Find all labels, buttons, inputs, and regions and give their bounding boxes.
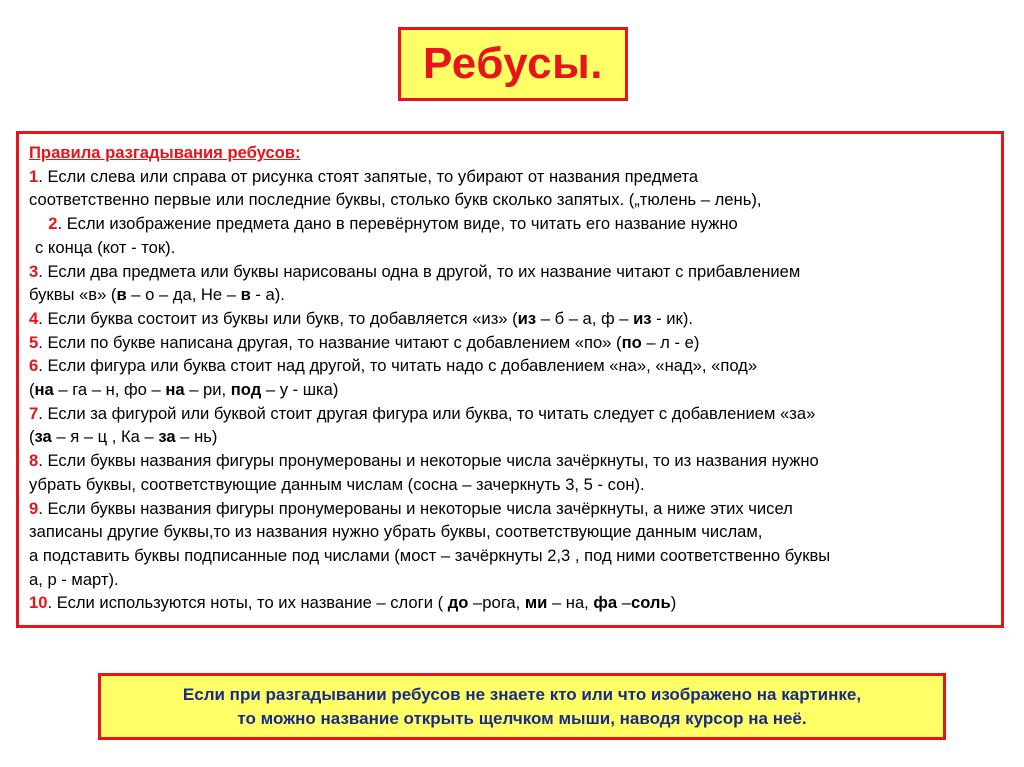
rule-number: 9 xyxy=(29,498,39,518)
rule-text: - ик). xyxy=(651,308,693,328)
rule-9-line-3 xyxy=(29,544,991,568)
rule-text: а подставить буквы подписанные под числами (мост – зачёркнуты 2,3 , под ними соответственно буквы xyxy=(29,545,831,565)
rule-number: 2 xyxy=(48,214,58,234)
rule-number: 1 xyxy=(29,166,39,186)
rule-text: а, р - март). xyxy=(29,569,119,589)
rule-bold: из xyxy=(633,308,652,328)
rule-9-line-2 xyxy=(29,520,991,544)
rule-10-line-1 xyxy=(29,591,991,615)
page-title: Ребусы. xyxy=(423,39,603,88)
rule-bold: за xyxy=(158,427,176,447)
rule-text: записаны другие буквы,то из названия нужно убрать буквы, соответствующие данным числам, xyxy=(29,522,763,542)
rule-text: - а). xyxy=(250,285,285,305)
rule-number: 7 xyxy=(29,403,39,423)
rule-bold: под xyxy=(230,380,262,400)
rule-1-line-2 xyxy=(29,188,991,212)
rule-bold: в xyxy=(116,285,127,305)
rule-2-line-1 xyxy=(29,212,991,236)
rule-number: 10 xyxy=(29,593,48,613)
rule-bold: по xyxy=(621,332,642,352)
rule-8-line-2 xyxy=(29,473,991,497)
rule-text: . Если буквы названия фигуры пронумерованы и некоторые числа зачёркнуты, а ниже этих чисел xyxy=(38,498,793,518)
rule-bold: на xyxy=(34,380,54,400)
rule-9-line-4 xyxy=(29,568,991,592)
rule-2-line-2 xyxy=(29,236,991,260)
rule-number: 6 xyxy=(29,356,39,376)
rule-text: – нь) xyxy=(175,427,218,447)
rule-number: 3 xyxy=(29,261,39,281)
rule-number: 5 xyxy=(29,332,39,352)
rule-text: – л - е) xyxy=(641,332,700,352)
rule-text: –рога, xyxy=(468,593,525,613)
rule-number: 4 xyxy=(29,308,39,328)
rule-text: . Если буквы названия фигуры пронумерованы и некоторые числа зачёркнуты, то из названия нужно xyxy=(38,451,819,471)
rule-text: – я – ц , Ка – xyxy=(51,427,159,447)
rule-4-line-1 xyxy=(29,307,991,331)
rule-bold: на xyxy=(165,380,185,400)
rule-3-line-2 xyxy=(29,283,991,307)
rule-text: – о – да, Не – xyxy=(126,285,241,305)
rule-9-line-1 xyxy=(29,497,991,521)
rule-bold: соль xyxy=(630,593,671,613)
rule-bold: за xyxy=(34,427,52,447)
rule-text: . Если фигура или буква стоит над другой, то читать надо с добавлением «на», «над», «под» xyxy=(38,356,758,376)
rule-text: – на, xyxy=(547,593,594,613)
rules-panel xyxy=(16,131,1004,628)
rule-3-line-1 xyxy=(29,260,991,284)
rule-text: . Если слева или справа от рисунка стоят запятые, то убирают от названия предмета xyxy=(38,166,699,186)
rule-text: буквы «в» ( xyxy=(29,285,117,305)
rule-6-line-2 xyxy=(29,378,991,402)
rule-text: ( xyxy=(29,427,35,447)
rule-text: . Если два предмета или буквы нарисованы одна в другой, то их название читают с прибавлением xyxy=(38,261,801,281)
rule-text: ) xyxy=(670,593,677,613)
rule-text: соответственно первые или последние буквы, столько букв сколько запятых. („тюлень – лень), xyxy=(29,190,762,210)
rule-8-line-1 xyxy=(29,449,991,473)
rule-text: . Если за фигурой или буквой стоит другая фигура или буква, то читать следует с добавлением «за» xyxy=(38,403,816,423)
rule-text: – xyxy=(617,593,631,613)
rule-text: . Если используются ноты, то их название – слоги ( xyxy=(47,593,448,613)
rule-text: с конца (кот - ток). xyxy=(35,237,176,257)
rule-bold: до xyxy=(447,593,469,613)
rule-bold: фа xyxy=(593,593,618,613)
rule-text: – ри, xyxy=(184,380,231,400)
rules-heading-line xyxy=(29,141,991,165)
rule-text: . Если изображение предмета дано в перевёрнутом виде, то читать его название нужно xyxy=(57,214,738,234)
rule-text: – у - шка) xyxy=(261,380,339,400)
note-line-1: Если при разгадывании ребусов не знаете кто или что изображено на картинке, xyxy=(182,684,862,704)
rules-heading: Правила разгадывания ребусов: xyxy=(29,143,301,162)
rule-7-line-1 xyxy=(29,402,991,426)
rule-text: . Если буква состоит из буквы или букв, то добавляется «из» ( xyxy=(38,308,518,328)
rule-6-line-1 xyxy=(29,354,991,378)
note-box xyxy=(98,673,946,740)
rule-bold: в xyxy=(240,285,251,305)
note-line-2: то можно название открыть щелчком мыши, наводя курсор на неё. xyxy=(237,708,807,728)
rule-bold: ми xyxy=(524,593,548,613)
rule-text: . Если по букве написана другая, то название читают с добавлением «по» ( xyxy=(38,332,622,352)
title-box xyxy=(398,27,628,101)
rule-1-line-1 xyxy=(29,165,991,189)
rule-number: 8 xyxy=(29,451,39,471)
rule-bold: из xyxy=(517,308,537,328)
rule-text: убрать буквы, соответствующие данным числам (сосна – зачеркнуть 3, 5 - сон). xyxy=(29,474,645,494)
rule-text: ( xyxy=(29,380,35,400)
rule-text: – б – а, ф – xyxy=(536,308,634,328)
rule-5-line-1 xyxy=(29,331,991,355)
rule-text: – га – н, фо – xyxy=(53,380,166,400)
rule-7-line-2 xyxy=(29,425,991,449)
